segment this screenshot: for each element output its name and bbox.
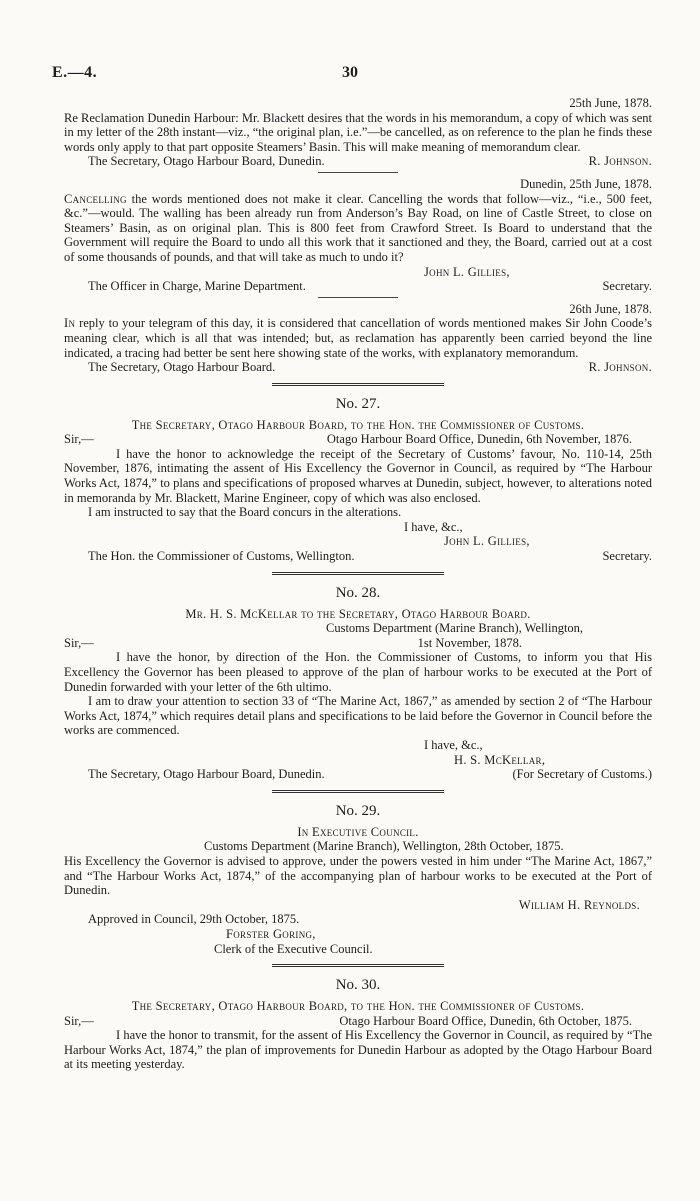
no30-salutation-row	[64, 1014, 652, 1029]
no27-addressee: The Hon. the Commissioner of Customs, Wellington.	[88, 549, 355, 564]
double-rule	[272, 790, 444, 793]
s2-lead-word: Cancelling	[64, 191, 127, 206]
no27-body1: I have the honor to acknowledge the receipt of the Secretary of Customs’ favour, No. 110-14, 25th November, 1876, intimating the assent of His Excellency the Governor in Council, as required by “The Harbour Works Act, 1874,” to plans and specifications of proposed wharves at Dunedin, subject, however, to alterations noted in memoranda by Mr. Blackett, Marine Engineer, copy of which was also enclosed.	[64, 446, 652, 505]
no28-salutation-row	[64, 636, 652, 651]
no28-date: 1st November, 1878.	[417, 635, 522, 650]
no27-heading: No. 27.	[335, 395, 381, 412]
s3-date: 26th June, 1878.	[569, 301, 652, 316]
s2-body: the words mentioned does not make it clear. Cancelling the words that follow—viz., “i.e., 500 feet, &c.”—would. The walling has been already run from Anderson’s Bay Road, on line of Castle Street, to close on Steamers’ Basin, as on original plan. This is 800 feet from Crawford Street. Is Board to understand that the Government will require the Board to undo all this work that it sanctioned and they, the Board, carried out at a cost of some thousands of pounds, and that will take as much to undo it?	[64, 191, 653, 264]
no30-body: I have the honor to transmit, for the assent of His Excellency the Governor in Council, as required by “The Harbour Works Act, 1874,” the plan of improvements for Dunedin Harbour as adopted by the Otago Harbour Board at its meeting yesterday.	[64, 1028, 652, 1072]
no27-footer	[64, 549, 652, 564]
s2-signer: John L. Gillies,	[424, 264, 510, 279]
page-header	[52, 64, 648, 88]
no27-signer: John L. Gillies,	[444, 534, 530, 549]
no27-subheading: The Secretary, Otago Harbour Board, to the Hon. the Commissioner of Customs.	[131, 417, 585, 432]
no27-salutation-row	[64, 432, 652, 447]
s2-footer	[64, 279, 652, 294]
no27-closing: I have, &c.,	[404, 519, 463, 534]
section-divider	[318, 297, 398, 298]
no29-body: His Excellency the Governor is advised to approve, under the powers vested in him under “The Marine Act, 1867,” and “The Harbour Works Act, 1874,” of the accompanying plan of harbour works to be executed at the Port of Dunedin.	[64, 853, 652, 898]
s1-addressee: The Secretary, Otago Harbour Board, Dunedin.	[88, 154, 325, 169]
no28-subheading: Mr. H. S. McKellar to the Secretary, Otago Harbour Board.	[185, 606, 531, 621]
s3-addressee: The Secretary, Otago Harbour Board.	[88, 360, 276, 375]
no29-heading: No. 29.	[335, 802, 381, 819]
no29-subheading: In Executive Council.	[297, 824, 419, 839]
no28-office: Customs Department (Marine Branch), Wellington,	[326, 621, 584, 636]
no28-body1: I have the honor, by direction of the Hon. the Commissioner of Customs, to inform you that His Excellency the Governor has been pleased to approve of the plan of harbour works to be executed at the Port of Dunedin forwarded with your letter of the 6th ultimo.	[64, 650, 652, 694]
section-divider	[318, 172, 398, 173]
page-number: 30	[342, 64, 358, 81]
no29-clerk-name: Forster Goring,	[226, 926, 316, 941]
no27-body2: I am instructed to say that the Board concurs in the alterations.	[88, 505, 402, 520]
s3-paragraph	[64, 316, 652, 360]
s2-title: Secretary.	[602, 279, 652, 294]
no30-heading: No. 30.	[335, 977, 381, 994]
s1-footer	[64, 154, 652, 169]
no27-title: Secretary.	[602, 549, 652, 564]
no28-closing: I have, &c.,	[424, 737, 483, 752]
s1-body: Re Reclamation Dunedin Harbour: Mr. Blackett desires that the words in his memorandum, a copy of which was sent in my letter of the 28th instant—viz., “the original plan, i.e.”—be cancelled, as on reference to the plan he finds these words only apply to that part opposite Steamers’ Basin. This will make meaning of memorandum clear.	[64, 110, 652, 154]
s3-lead-word: In	[64, 316, 76, 331]
no28-addressee: The Secretary, Otago Harbour Board, Dunedin.	[88, 767, 325, 782]
no29-signer: William H. Reynolds.	[518, 897, 640, 912]
no28-body2: I am to draw your attention to section 33 of “The Marine Act, 1867,” as amended by section 2 of “The Harbour Works Act, 1874,” which requires detail plans and specifications to be laid before the Governor in Council before the works are commenced.	[64, 694, 652, 738]
s2-addressee: The Officer in Charge, Marine Department.	[88, 279, 306, 294]
double-rule	[272, 383, 444, 386]
no28-title: (For Secretary of Customs.)	[512, 767, 652, 782]
no28-heading: No. 28.	[335, 584, 381, 601]
document-reference: E.—4.	[52, 64, 98, 81]
s3-body: reply to your telegram of this day, it is considered that cancellation of words mentioned makes Sir John Coode’s meaning clear, which is all that was intended; but, as reclamation has apparently been carried beyond the line indicated, a tracing had better be sent here showing state of the works, with explanatory memorandum.	[64, 316, 653, 360]
no28-footer	[64, 767, 652, 782]
no29-office: Customs Department (Marine Branch), Wellington, 28th October, 1875.	[204, 839, 564, 854]
no28-signer: H. S. McKellar,	[454, 752, 546, 767]
double-rule	[272, 964, 444, 967]
no30-subheading: The Secretary, Otago Harbour Board, to the Hon. the Commissioner of Customs.	[131, 999, 585, 1014]
no29-clerk-title: Clerk of the Executive Council.	[214, 941, 373, 956]
s1-signer: R. Johnson.	[588, 154, 652, 169]
no30-salutation: Sir,—	[64, 1013, 94, 1028]
s3-signer: R. Johnson.	[588, 360, 652, 375]
no30-office: Otago Harbour Board Office, Dunedin, 6th October, 1875.	[339, 1013, 632, 1028]
no29-approved: Approved in Council, 29th October, 1875.	[88, 912, 300, 927]
s2-paragraph	[64, 192, 652, 265]
no27-salutation: Sir,—	[64, 432, 94, 447]
no28-salutation: Sir,—	[64, 635, 94, 650]
double-rule	[272, 572, 444, 575]
s2-date: Dunedin, 25th June, 1878.	[520, 176, 652, 191]
s3-footer	[64, 360, 652, 375]
document-body	[64, 96, 652, 1072]
s1-date: 25th June, 1878.	[569, 96, 652, 110]
no27-office: Otago Harbour Board Office, Dunedin, 6th November, 1876.	[326, 432, 632, 447]
